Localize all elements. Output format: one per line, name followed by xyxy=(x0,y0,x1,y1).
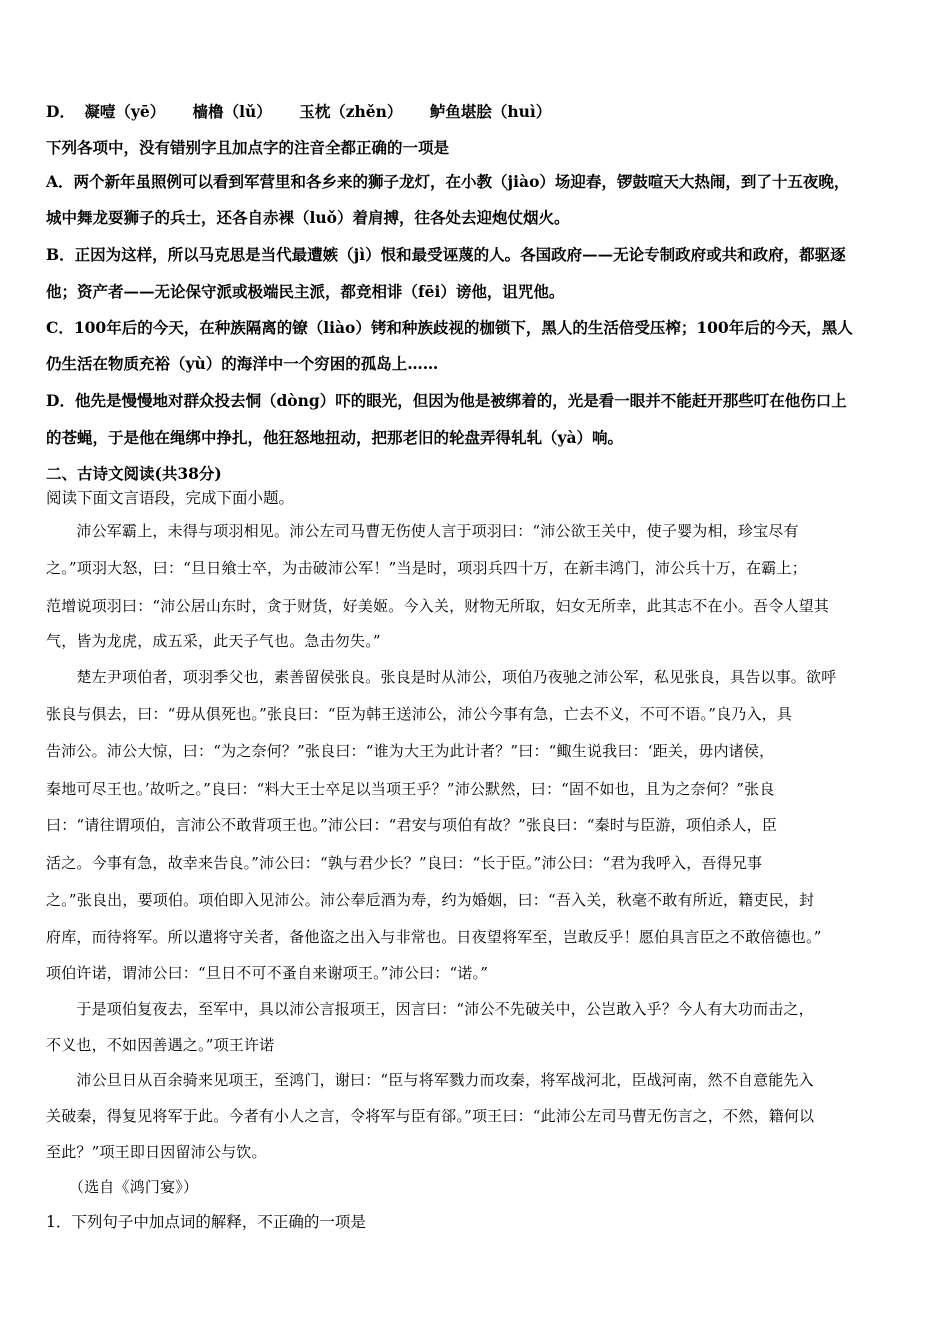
option-b-line-2: 他；资产者——无论保守派或极端民主派，都竞相诽（fēi）谤他，诅咒他。 xyxy=(46,282,565,301)
passage-line: 曰：“请往谓项伯，言沛公不敢背项王也。”沛公曰：“君安与项伯有故？”张良曰：“秦时与臣游，项伯杀人，臣 xyxy=(46,816,778,834)
passage-line: 张良与俱去，曰：“毋从俱死也。”张良曰：“臣为韩王送沛公，沛公今事有急，亡去不义，不可不语。”良乃入，具 xyxy=(46,705,793,723)
passage-line: 气，皆为龙虎，成五采，此天子气也。急击勿失。” xyxy=(46,632,381,650)
option-d-line-2: 的苍蝇，于是他在绳绑中挣扎，他狂怒地扭动，把那老旧的轮盘弄得轧轧（yà）响。 xyxy=(46,428,624,447)
passage-line: 项伯许诺，谓沛公曰：“旦日不可不蚤自来谢项王。”沛公曰：“诺。” xyxy=(46,964,489,982)
prev-option-d xyxy=(46,100,573,122)
passage-line: 至此？”项王即日因留沛公与饮。 xyxy=(46,1143,267,1161)
section-heading: 二、古诗文阅读(共38分) xyxy=(46,464,222,483)
passage-line: 沛公旦日从百余骑来见项王，至鸿门，谢曰：“臣与将军戮力而攻秦，将军战河北，臣战河南，然不自意能先入 xyxy=(46,1071,814,1089)
question-1-stem: 1．下列句子中加点词的解释，不正确的一项是 xyxy=(46,1213,366,1231)
question-stem: 下列各项中，没有错别字且加点字的注音全都正确的一项是 xyxy=(46,138,450,157)
passage-line: 之。”项羽大怒，曰：“旦日飨士卒，为击破沛公军！”当是时，项羽兵四十万，在新丰鸿门，沛公兵十万，在霸上； xyxy=(46,559,807,577)
passage-line: 不义也，不如因善遇之。”项王许诺 xyxy=(46,1036,275,1054)
option-c-line-1: C．100年后的今天，在种族隔离的镣（liào）铐和种族歧视的枷锁下，黑人的生活倍受压榨；100年后的今天，黑人 xyxy=(46,318,853,337)
option-d-line-1: D．他先是慢慢地对群众投去恫（dòng）吓的眼光，但因为他是被绑着的，光是看一眼并不能赶开那些叮在他伤口上 xyxy=(46,391,847,410)
passage-line: 秦地可尽王也。’故听之。”良曰：“料大王士卒足以当项王乎？”沛公默然，曰：“固不如也，且为之奈何？”张良 xyxy=(46,780,775,798)
option-a-line-2: 城中舞龙耍狮子的兵士，还各自赤裸（luǒ）着肩搏，往各处去迎炮仗烟火。 xyxy=(46,208,570,227)
word-item: 玉枕（zhěn） xyxy=(299,102,403,121)
passage-line: 之。”张良出，要项伯。项伯即入见沛公。沛公奉卮酒为寿，约为婚姻，曰：“吾入关，秋毫不敢有所近，籍吏民，封 xyxy=(46,891,815,909)
passage-line: 楚左尹项伯者，项羽季父也，素善留侯张良。张良是时从沛公，项伯乃夜驰之沛公军，私见张良，具告以事。欲呼 xyxy=(46,668,837,686)
option-a-line-1: A．两个新年虽照例可以看到军营里和各乡来的狮子龙灯，在小教（jiào）场迎春，锣鼓喧天大热闹，到了十五夜晚， xyxy=(46,172,850,191)
passage-source: （选自《鸿门宴》） xyxy=(46,1178,199,1196)
option-label: D． xyxy=(46,102,75,121)
passage-line: 告沛公。沛公大惊，曰：“为之奈何？”张良曰：“谁为大王为此计者？”曰：“鲰生说我曰：‘距关，毋内诸侯， xyxy=(46,742,775,760)
word-item: 凝噎（yē） xyxy=(84,102,166,121)
passage-line: 关破秦，得复见将军于此。今者有小人之言，令将军与臣有郤。”项王曰：“此沛公左司马曹无伤言之，不然，籍何以 xyxy=(46,1107,815,1125)
passage-line: 活之。今事有急，故幸来告良。”沛公曰：“孰与君少长？”良曰：“长于臣。”沛公曰：“君为我呼入，吾得兄事 xyxy=(46,854,763,872)
word-item: 樯橹（lǔ） xyxy=(192,102,272,121)
passage-line: 范增说项羽曰：“沛公居山东时，贪于财货，好美姬。今入关，财物无所取，妇女无所幸，此其志不在小。吾令人望其 xyxy=(46,597,830,615)
section-instruction: 阅读下面文言语段，完成下面小题。 xyxy=(46,489,295,507)
passage-line: 沛公军霸上，未得与项羽相见。沛公左司马曹无伤使人言于项羽曰：“沛公欲王关中，使子婴为相，珍宝尽有 xyxy=(46,522,799,540)
option-c-line-2: 仍生活在物质充裕（yù）的海洋中一个穷困的孤岛上…… xyxy=(46,354,439,373)
word-item: 鲈鱼堪脍（huì） xyxy=(429,102,552,121)
option-b-line-1: B．正因为这样，所以马克思是当代最遭嫉（jì）恨和最受诬蔑的人。各国政府——无论专制政府或共和政府，都驱逐 xyxy=(46,245,846,264)
passage-line: 于是项伯复夜去，至军中，具以沛公言报项王，因言曰：“沛公不先破关中，公岂敢入乎？今人有大功而击之， xyxy=(46,1000,814,1018)
passage-line: 府库，而待将军。所以遣将守关者，备他盗之出入与非常也。日夜望将军至，岂敢反乎！愿伯具言臣之不敢倍德也。” xyxy=(46,928,822,946)
